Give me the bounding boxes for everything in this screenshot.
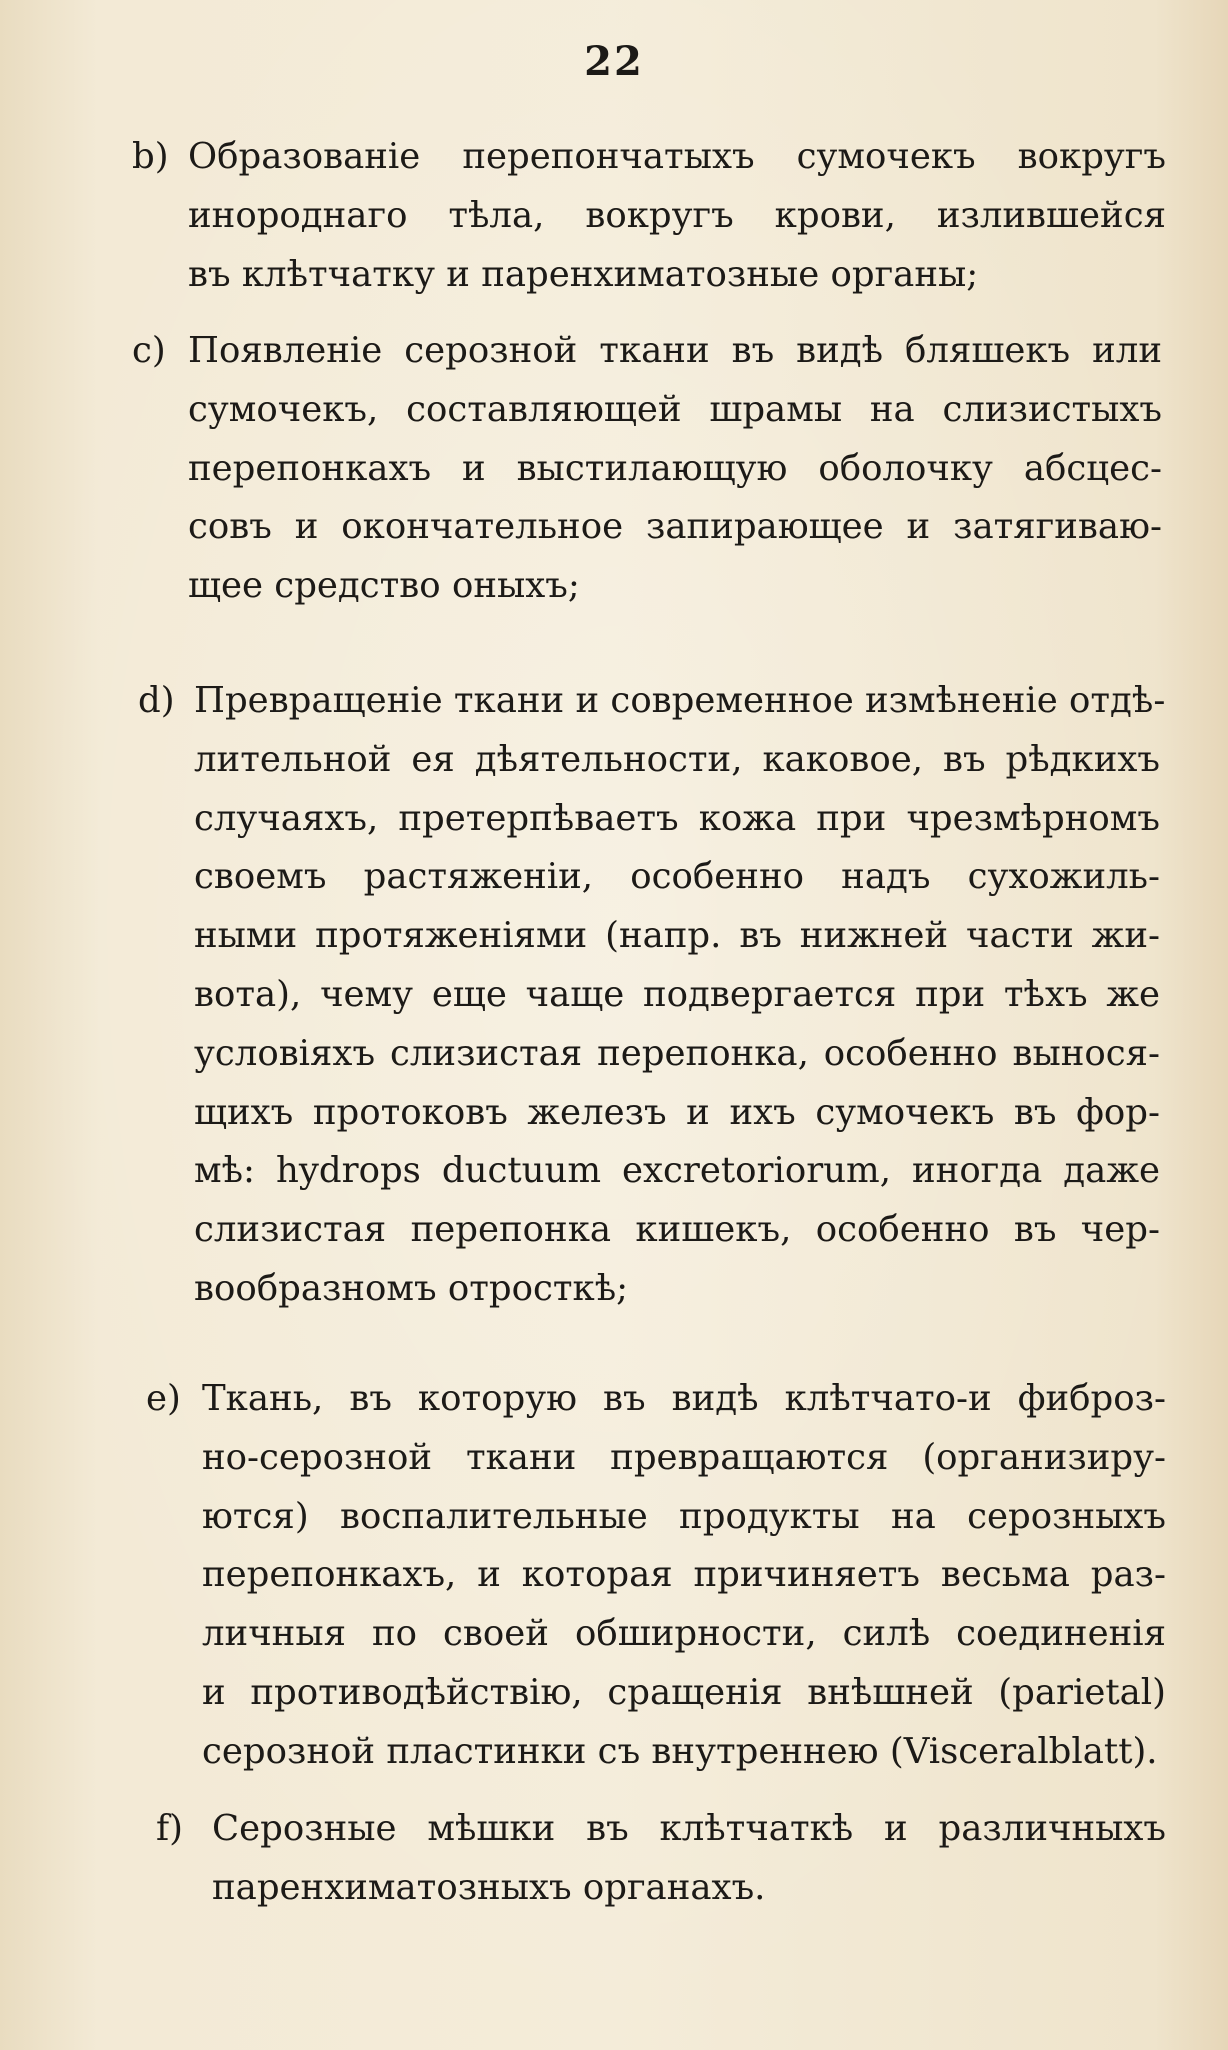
entry-line: условіяхъ слизистая перепонка, особенно вынося- [194,1032,1160,1074]
list-item-c [132,322,1162,616]
entry-line: серозной пластинки съ внутреннею (Visceralblatt). [202,1730,1158,1772]
entry-line: мѣ: hydrops ductuum excretoriorum, иногда даже [194,1150,1160,1192]
entry-line: и противодѣйствію, сращенія внѣшней (parietal) [202,1671,1166,1713]
entry-line: совъ и окончательное запирающее и затягиваю- [188,506,1162,548]
list-item-b [132,128,1166,304]
entry-line: случаяхъ, претерпѣваетъ кожа при чрезмѣрномъ [194,797,1160,839]
entry-line: вообразномъ отросткѣ; [194,1267,629,1309]
list-marker: e) [146,1378,181,1419]
entry-line: своемъ растяженіи, особенно надъ сухожиль- [194,856,1160,898]
entry-line: слизистая перепонка кишекъ, особенно въ чер- [194,1209,1160,1251]
entry-line: щихъ протоковъ железъ и ихъ сумочекъ въ фор- [194,1091,1160,1133]
entry-line [156,1800,1166,1859]
entry-line [138,672,1166,731]
entry-line [146,1370,1166,1429]
line-text: Превращеніе ткани и современное измѣненіе отдѣ- [194,680,1166,721]
entry-line: сумочекъ, составляющей шрамы на слизистыхъ [188,388,1162,430]
entry-line: но-серозной ткани превращаются (организиру- [202,1436,1166,1478]
entry-line: ными протяженіями (напр. въ нижней части жи- [194,915,1160,957]
entry-line: инороднаго тѣла, вокругъ крови, излившейся [188,194,1166,236]
line-text: Образованіе перепончатыхъ сумочекъ вокругъ [188,136,1166,177]
entry-line: паренхиматозныхъ органахъ. [212,1866,766,1908]
list-item-f [156,1800,1166,1918]
entry-line: лительной ея дѣятельности, каковое, въ рѣдкихъ [194,738,1160,780]
entry-line: ются) воспалительные продукты на серозныхъ [202,1495,1166,1537]
list-item-e [146,1370,1166,1782]
entry-line: личныя по своей обширности, силѣ соединенія [202,1613,1166,1655]
list-marker: f) [156,1808,183,1849]
line-text: Появленіе серозной ткани въ видѣ бляшекъ или [188,330,1162,371]
list-item-d [138,672,1166,1319]
entry-line: перепонкахъ, и которая причиняетъ весьма раз- [202,1554,1166,1596]
list-marker: d) [138,680,175,721]
page-number: 22 [584,38,644,85]
entry-line [132,128,1166,187]
line-text: Серозные мѣшки въ клѣтчаткѣ и различныхъ [212,1808,1166,1849]
list-marker: b) [132,136,169,177]
list-marker: c) [132,330,166,371]
entry-line: перепонкахъ и выстилающую оболочку абсцес- [188,447,1162,489]
entry-line: щее средство оныхъ; [188,565,580,607]
line-text: Ткань, въ которую въ видѣ клѣтчато-и фиброз- [202,1378,1166,1419]
entry-line [132,322,1162,381]
entry-line: въ клѣтчатку и паренхиматозные органы; [188,253,979,295]
entry-line: вота), чему еще чаще подвергается при тѣхъ же [194,973,1160,1015]
